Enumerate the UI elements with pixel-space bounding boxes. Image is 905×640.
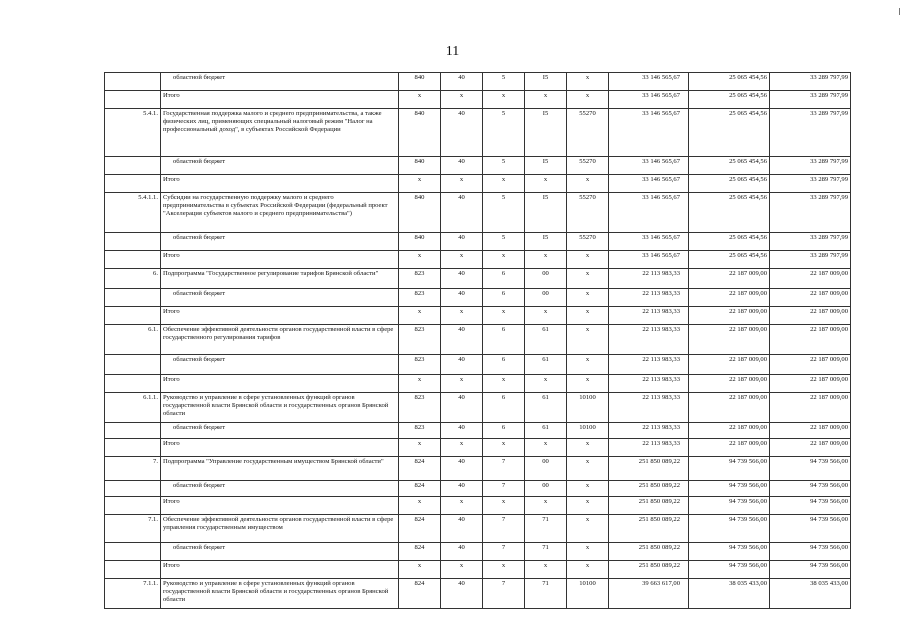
item-number (105, 355, 161, 375)
program-code: 7 (483, 543, 525, 561)
amount-year-2: 38 035 433,00 (689, 579, 770, 609)
ministry-code: 824 (399, 481, 441, 497)
section-code: 40 (441, 579, 483, 609)
subprogram-code: 61 (525, 325, 567, 355)
ministry-code: 840 (399, 157, 441, 175)
amount-year-1: 22 113 983,33 (609, 325, 689, 355)
amount-year-3: 33 289 797,99 (770, 157, 851, 175)
expense-code: 55270 (567, 233, 609, 251)
ministry-code: х (399, 91, 441, 109)
section-code: 40 (441, 325, 483, 355)
amount-year-2: 22 187 009,00 (689, 355, 770, 375)
amount-year-2: 94 739 566,00 (689, 543, 770, 561)
item-number: 7.1. (105, 515, 161, 543)
subprogram-code: х (525, 251, 567, 269)
program-code: 5 (483, 233, 525, 251)
expense-code: х (567, 175, 609, 193)
subprogram-code: I5 (525, 233, 567, 251)
amount-year-2: 25 065 454,56 (689, 91, 770, 109)
amount-year-3: 22 187 009,00 (770, 439, 851, 457)
program-code: х (483, 497, 525, 515)
table-row (105, 109, 851, 157)
amount-year-1: 22 113 983,33 (609, 355, 689, 375)
program-code: 6 (483, 289, 525, 307)
program-code: 6 (483, 393, 525, 423)
amount-year-2: 94 739 566,00 (689, 561, 770, 579)
amount-year-1: 251 850 089,22 (609, 561, 689, 579)
table-row (105, 175, 851, 193)
table-row (105, 325, 851, 355)
table-row (105, 423, 851, 439)
amount-year-3: 33 289 797,99 (770, 251, 851, 269)
section-code: 40 (441, 193, 483, 233)
program-code: 7 (483, 457, 525, 481)
item-name: Итого (161, 375, 399, 393)
amount-year-1: 22 113 983,33 (609, 439, 689, 457)
section-code: 40 (441, 157, 483, 175)
amount-year-1: 251 850 089,22 (609, 481, 689, 497)
expense-code: х (567, 561, 609, 579)
amount-year-3: 38 035 433,00 (770, 579, 851, 609)
item-name: Руководство и управление в сфере установленных функций органов государственной власти Брянской области и государственных органов Брянской области (161, 579, 399, 609)
amount-year-2: 25 065 454,56 (689, 109, 770, 157)
amount-year-3: 22 187 009,00 (770, 325, 851, 355)
amount-year-3: 33 289 797,99 (770, 193, 851, 233)
section-code: 40 (441, 269, 483, 289)
item-number (105, 439, 161, 457)
subprogram-code: х (525, 439, 567, 457)
item-name: Обеспечение эффективной деятельности органов государственной власти в сфере государственного регулирования тарифов (161, 325, 399, 355)
table-row (105, 561, 851, 579)
item-number (105, 375, 161, 393)
table-row (105, 307, 851, 325)
item-name: областной бюджет (161, 423, 399, 439)
amount-year-3: 22 187 009,00 (770, 423, 851, 439)
section-code: х (441, 497, 483, 515)
table-row (105, 91, 851, 109)
ministry-code: 823 (399, 393, 441, 423)
expense-code: 55270 (567, 157, 609, 175)
expense-code: х (567, 439, 609, 457)
amount-year-1: 22 113 983,33 (609, 375, 689, 393)
subprogram-code: х (525, 307, 567, 325)
item-number (105, 233, 161, 251)
item-number (105, 481, 161, 497)
section-code: 40 (441, 393, 483, 423)
item-number (105, 497, 161, 515)
subprogram-code: 71 (525, 515, 567, 543)
item-number: 6. (105, 269, 161, 289)
item-name: Обеспечение эффективной деятельности органов государственной власти в сфере управления государственным имуществом (161, 515, 399, 543)
amount-year-3: 33 289 797,99 (770, 91, 851, 109)
expense-code: х (567, 325, 609, 355)
item-name: областной бюджет (161, 233, 399, 251)
ministry-code: 823 (399, 355, 441, 375)
ministry-code: 840 (399, 233, 441, 251)
subprogram-code: х (525, 375, 567, 393)
subprogram-code: 71 (525, 579, 567, 609)
program-code: х (483, 561, 525, 579)
item-name: областной бюджет (161, 355, 399, 375)
amount-year-3: 22 187 009,00 (770, 375, 851, 393)
ministry-code: 840 (399, 193, 441, 233)
expense-code: х (567, 91, 609, 109)
expense-code: 10100 (567, 393, 609, 423)
amount-year-2: 22 187 009,00 (689, 393, 770, 423)
amount-year-1: 251 850 089,22 (609, 497, 689, 515)
amount-year-2: 94 739 566,00 (689, 497, 770, 515)
ministry-code: х (399, 497, 441, 515)
expense-code: х (567, 289, 609, 307)
ministry-code: х (399, 175, 441, 193)
ministry-code: х (399, 561, 441, 579)
expense-code: х (567, 355, 609, 375)
amount-year-3: 22 187 009,00 (770, 393, 851, 423)
item-name: Итого (161, 175, 399, 193)
amount-year-1: 251 850 089,22 (609, 515, 689, 543)
program-code: 6 (483, 423, 525, 439)
item-number (105, 157, 161, 175)
amount-year-3: 22 187 009,00 (770, 289, 851, 307)
amount-year-3: 22 187 009,00 (770, 269, 851, 289)
section-code: 40 (441, 109, 483, 157)
program-code: 6 (483, 355, 525, 375)
expense-code: х (567, 307, 609, 325)
item-number: 5.4.1.1. (105, 193, 161, 233)
program-code: 7 (483, 515, 525, 543)
subprogram-code: х (525, 91, 567, 109)
table-row (105, 393, 851, 423)
expense-code: 55270 (567, 193, 609, 233)
item-name: Итого (161, 307, 399, 325)
program-code: 7 (483, 579, 525, 609)
subprogram-code: х (525, 561, 567, 579)
expense-code: х (567, 543, 609, 561)
subprogram-code: I5 (525, 193, 567, 233)
table-row (105, 251, 851, 269)
section-code: 40 (441, 423, 483, 439)
table-row (105, 355, 851, 375)
amount-year-2: 22 187 009,00 (689, 289, 770, 307)
program-code: х (483, 175, 525, 193)
amount-year-1: 33 146 565,67 (609, 73, 689, 91)
item-name: Итого (161, 497, 399, 515)
table-row (105, 457, 851, 481)
subprogram-code: I5 (525, 109, 567, 157)
amount-year-1: 22 113 983,33 (609, 269, 689, 289)
ministry-code: х (399, 439, 441, 457)
amount-year-1: 22 113 983,33 (609, 423, 689, 439)
amount-year-1: 22 113 983,33 (609, 393, 689, 423)
item-number (105, 251, 161, 269)
amount-year-2: 94 739 566,00 (689, 481, 770, 497)
item-number (105, 73, 161, 91)
amount-year-1: 22 113 983,33 (609, 289, 689, 307)
subprogram-code: х (525, 175, 567, 193)
ministry-code: 840 (399, 73, 441, 91)
amount-year-1: 33 146 565,67 (609, 109, 689, 157)
expense-code: х (567, 515, 609, 543)
item-name: Подпрограмма "Государственное регулирование тарифов Брянской области" (161, 269, 399, 289)
expense-code: 55270 (567, 109, 609, 157)
table-row (105, 375, 851, 393)
item-name: Итого (161, 439, 399, 457)
section-code: х (441, 561, 483, 579)
amount-year-3: 94 739 566,00 (770, 515, 851, 543)
ministry-code: 824 (399, 579, 441, 609)
amount-year-3: 33 289 797,99 (770, 73, 851, 91)
amount-year-3: 33 289 797,99 (770, 109, 851, 157)
ministry-code: 824 (399, 457, 441, 481)
amount-year-3: 33 289 797,99 (770, 175, 851, 193)
amount-year-3: 94 739 566,00 (770, 457, 851, 481)
subprogram-code: I5 (525, 157, 567, 175)
item-number: 7. (105, 457, 161, 481)
amount-year-2: 94 739 566,00 (689, 457, 770, 481)
subprogram-code: 61 (525, 423, 567, 439)
item-number: 6.1. (105, 325, 161, 355)
program-code: х (483, 91, 525, 109)
amount-year-2: 94 739 566,00 (689, 515, 770, 543)
program-code: х (483, 375, 525, 393)
table-row (105, 157, 851, 175)
expense-code: 10100 (567, 579, 609, 609)
amount-year-2: 22 187 009,00 (689, 423, 770, 439)
table-row (105, 515, 851, 543)
section-code: 40 (441, 481, 483, 497)
scan-edge-mark (899, 8, 900, 15)
expense-code: х (567, 73, 609, 91)
item-name: Итого (161, 561, 399, 579)
item-number: 5.4.1. (105, 109, 161, 157)
program-code: 6 (483, 269, 525, 289)
item-name: Итого (161, 91, 399, 109)
subprogram-code: х (525, 497, 567, 515)
section-code: 40 (441, 289, 483, 307)
ministry-code: х (399, 251, 441, 269)
expense-code: х (567, 457, 609, 481)
section-code: 40 (441, 355, 483, 375)
subprogram-code: 00 (525, 289, 567, 307)
item-name: Субсидии на государственную поддержку малого и среднего предпринимательства в субъектах Российской Федерации (федеральный проект "Акселерация субъектов малого и среднего предпринимательства") (161, 193, 399, 233)
subprogram-code: I5 (525, 73, 567, 91)
section-code: х (441, 251, 483, 269)
ministry-code: 824 (399, 515, 441, 543)
ministry-code: х (399, 307, 441, 325)
expense-code: 10100 (567, 423, 609, 439)
subprogram-code: 61 (525, 393, 567, 423)
section-code: 40 (441, 73, 483, 91)
amount-year-2: 25 065 454,56 (689, 251, 770, 269)
amount-year-1: 33 146 565,67 (609, 157, 689, 175)
amount-year-2: 22 187 009,00 (689, 307, 770, 325)
expense-code: х (567, 375, 609, 393)
item-number: 6.1.1. (105, 393, 161, 423)
section-code: х (441, 307, 483, 325)
amount-year-1: 33 146 565,67 (609, 193, 689, 233)
section-code: х (441, 375, 483, 393)
section-code: х (441, 91, 483, 109)
program-code: х (483, 251, 525, 269)
program-code: 5 (483, 157, 525, 175)
subprogram-code: 00 (525, 457, 567, 481)
expense-code: х (567, 251, 609, 269)
item-name: областной бюджет (161, 157, 399, 175)
page-number: 11 (445, 44, 460, 59)
item-name: областной бюджет (161, 289, 399, 307)
amount-year-1: 33 146 565,67 (609, 251, 689, 269)
ministry-code: 840 (399, 109, 441, 157)
ministry-code: 823 (399, 325, 441, 355)
table-row (105, 579, 851, 609)
amount-year-1: 33 146 565,67 (609, 91, 689, 109)
table-row (105, 269, 851, 289)
amount-year-3: 94 739 566,00 (770, 481, 851, 497)
table-row (105, 289, 851, 307)
section-code: 40 (441, 543, 483, 561)
amount-year-3: 94 739 566,00 (770, 561, 851, 579)
amount-year-1: 33 146 565,67 (609, 233, 689, 251)
amount-year-2: 25 065 454,56 (689, 193, 770, 233)
budget-table (104, 72, 851, 609)
item-name: областной бюджет (161, 481, 399, 497)
table-row (105, 233, 851, 251)
item-number (105, 423, 161, 439)
subprogram-code: 71 (525, 543, 567, 561)
ministry-code: 823 (399, 289, 441, 307)
amount-year-3: 22 187 009,00 (770, 355, 851, 375)
amount-year-2: 25 065 454,56 (689, 175, 770, 193)
item-name: областной бюджет (161, 73, 399, 91)
amount-year-1: 251 850 089,22 (609, 457, 689, 481)
program-code: 5 (483, 109, 525, 157)
amount-year-3: 33 289 797,99 (770, 233, 851, 251)
program-code: 6 (483, 325, 525, 355)
item-number (105, 175, 161, 193)
amount-year-1: 251 850 089,22 (609, 543, 689, 561)
item-name: областной бюджет (161, 543, 399, 561)
item-number (105, 289, 161, 307)
table-row (105, 193, 851, 233)
item-name: Итого (161, 251, 399, 269)
section-code: х (441, 175, 483, 193)
expense-code: х (567, 269, 609, 289)
item-number (105, 307, 161, 325)
item-number (105, 543, 161, 561)
amount-year-3: 94 739 566,00 (770, 543, 851, 561)
amount-year-2: 25 065 454,56 (689, 157, 770, 175)
section-code: 40 (441, 515, 483, 543)
subprogram-code: 00 (525, 481, 567, 497)
ministry-code: 823 (399, 423, 441, 439)
item-name: Государственная поддержка малого и среднего предпринимательства, а также физических лиц, применяющих специальный налоговый режим "Налог на профессиональный доход", в субъектах Российской Федерации (161, 109, 399, 157)
ministry-code: 823 (399, 269, 441, 289)
table-row (105, 543, 851, 561)
expense-code: х (567, 497, 609, 515)
table-row (105, 439, 851, 457)
amount-year-1: 22 113 983,33 (609, 307, 689, 325)
table-row (105, 73, 851, 91)
program-code: 5 (483, 193, 525, 233)
ministry-code: 824 (399, 543, 441, 561)
section-code: 40 (441, 233, 483, 251)
item-number (105, 91, 161, 109)
item-number (105, 561, 161, 579)
amount-year-2: 25 065 454,56 (689, 73, 770, 91)
item-number: 7.1.1. (105, 579, 161, 609)
program-code: 7 (483, 481, 525, 497)
subprogram-code: 61 (525, 355, 567, 375)
section-code: х (441, 439, 483, 457)
amount-year-3: 94 739 566,00 (770, 497, 851, 515)
amount-year-1: 39 663 617,00 (609, 579, 689, 609)
table-row (105, 481, 851, 497)
section-code: 40 (441, 457, 483, 481)
program-code: х (483, 307, 525, 325)
amount-year-3: 22 187 009,00 (770, 307, 851, 325)
amount-year-2: 22 187 009,00 (689, 375, 770, 393)
program-code: 5 (483, 73, 525, 91)
amount-year-2: 22 187 009,00 (689, 325, 770, 355)
item-name: Руководство и управление в сфере установленных функций органов государственной власти Брянской области и государственных органов Брянской области (161, 393, 399, 423)
ministry-code: х (399, 375, 441, 393)
amount-year-2: 22 187 009,00 (689, 439, 770, 457)
amount-year-2: 25 065 454,56 (689, 233, 770, 251)
item-name: Подпрограмма "Управление государственным имуществом Брянской области" (161, 457, 399, 481)
amount-year-2: 22 187 009,00 (689, 269, 770, 289)
table-row (105, 497, 851, 515)
expense-code: х (567, 481, 609, 497)
subprogram-code: 00 (525, 269, 567, 289)
program-code: х (483, 439, 525, 457)
budget-table-body (105, 73, 851, 609)
amount-year-1: 33 146 565,67 (609, 175, 689, 193)
